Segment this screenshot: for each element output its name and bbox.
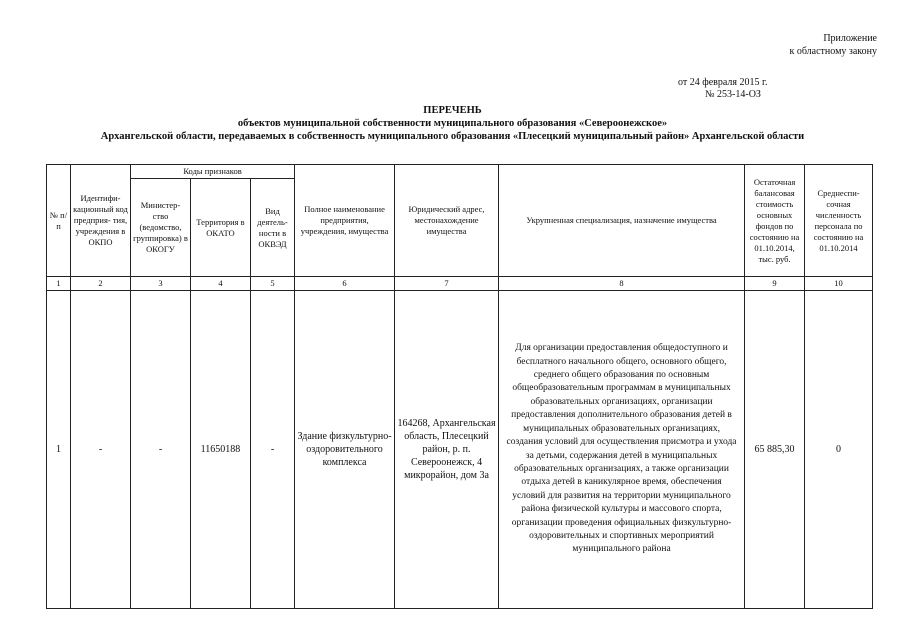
row-staff: 0 xyxy=(805,291,873,609)
title-line3: Архангельской области, передаваемых в собственность муниципального образования «Плесецкий муниципальный район» Архангельской области xyxy=(100,131,805,142)
col-number: 8 xyxy=(499,277,745,291)
col-header-2: Идентифи- кационный код предприя- тия, учреждения в ОКПО xyxy=(71,165,131,277)
col-header-3: Министер- ство (ведомство, группировка) в ОКОГУ xyxy=(131,179,191,277)
row-value: 65 885,30 xyxy=(745,291,805,609)
col-number: 4 xyxy=(191,277,251,291)
row-okato: 11650188 xyxy=(191,291,251,609)
col-number: 5 xyxy=(251,277,295,291)
col-header-1: № п/п xyxy=(47,165,71,277)
col-header-6: Полное наименование предприятия, учреждения, имущества xyxy=(295,165,395,277)
law-date: от 24 февраля 2015 г. xyxy=(678,77,768,88)
row-okogu: - xyxy=(131,291,191,609)
row-okved: - xyxy=(251,291,295,609)
row-okpo: - xyxy=(71,291,131,609)
col-number: 6 xyxy=(295,277,395,291)
col-header-9: Остаточная балансовая стоимость основных фондов по состоянию на 01.10.2014, тыс. руб. xyxy=(745,165,805,277)
objects-table xyxy=(46,164,873,609)
col-number: 10 xyxy=(805,277,873,291)
col-number: 2 xyxy=(71,277,131,291)
document-title xyxy=(0,104,905,143)
col-number: 3 xyxy=(131,277,191,291)
col-number: 1 xyxy=(47,277,71,291)
col-header-5: Вид деятель- ности в ОКВЭД xyxy=(251,179,295,277)
col-header-10: Среднеспи- сочная численность персонала по состоянию на 01.10.2014 xyxy=(805,165,873,277)
row-purpose: Для организации предоставления общедоступного и бесплатного начального общего, основного общего, среднего общего образования по основным общеобразовательным программам в муниципальных образовательных организациях, организации предоставления дополнительного образования детей в муниципальных образовательных организациях, создания условий для осуществления присмотра и ухода за детьми, содержания детей в муниципальных образовательных организациях, а также организации отдыха детей в каникулярное время, обеспечения условий для развития на территории муниципального района физической культуры и массового спорта, организации проведения официальных физкультурно-оздоровительных и спортивных мероприятий муниципального района xyxy=(499,291,745,609)
law-number: № 253-14-ОЗ xyxy=(705,89,761,100)
appendix-note xyxy=(789,32,877,58)
codes-group-header: Коды признаков xyxy=(131,165,295,179)
row-num: 1 xyxy=(47,291,71,609)
col-header-4: Территория в ОКАТО xyxy=(191,179,251,277)
col-number: 7 xyxy=(395,277,499,291)
col-header-7: Юридический адрес, местонахождение имущества xyxy=(395,165,499,277)
row-address: 164268, Архангельская область, Плесецкий район, р. п. Североонежск, 4 микрорайон, дом 3а xyxy=(395,291,499,609)
appendix-line1: Приложение xyxy=(823,33,877,44)
title-line1: ПЕРЕЧЕНЬ xyxy=(423,105,482,116)
appendix-line2: к областному закону xyxy=(789,46,877,57)
table-row xyxy=(47,291,873,609)
col-header-8: Укрупненная специализация, назначение имущества xyxy=(499,165,745,277)
col-number: 9 xyxy=(745,277,805,291)
row-name: Здание физкультурно- оздоровительного комплекса xyxy=(295,291,395,609)
title-line2: объектов муниципальной собственности муниципального образования «Североонежское» xyxy=(237,118,668,129)
